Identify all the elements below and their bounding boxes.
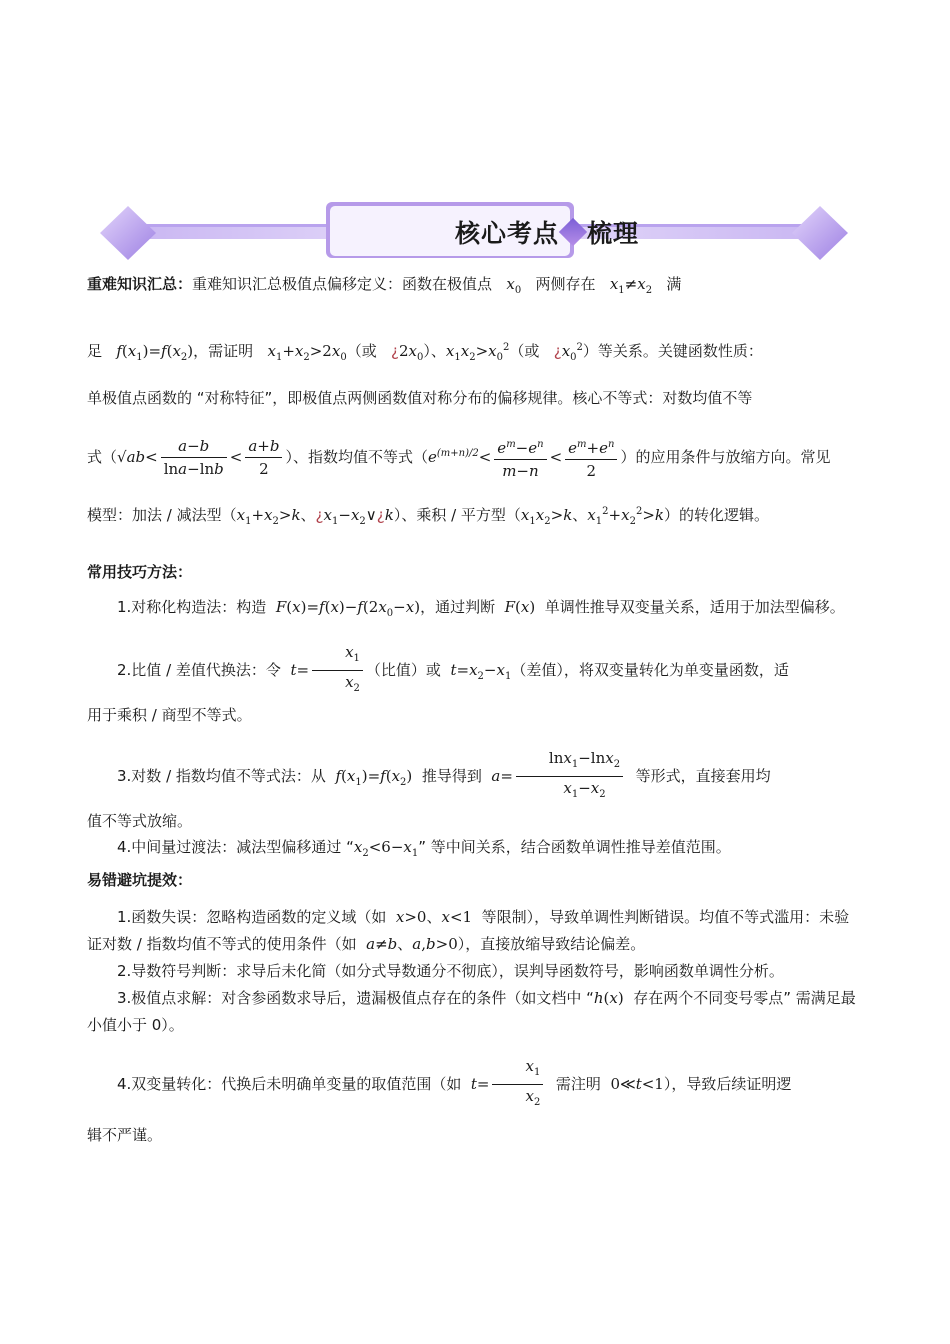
sec1-label: 重难知识汇总： (87, 275, 193, 293)
sec1-line5: 模型：加法 / 减法型（$x_1+x_2>k$、¿$x_1-x_2\vee¿k$）、乘积 / 平方型（$x_1x_2>k$、$x_1^2+x_2^2>k$）的转化逻辑。 (87, 506, 769, 527)
text: ）等关系。关键函数性质： (582, 342, 763, 360)
sec1-line3: 单极值点函数的 “对称特征”，即极值点两侧函数值对称分布的偏移规律。核心不等式：对数均值不等 (87, 389, 753, 407)
sec1-line1: 重难知识汇总：重难知识汇总极值点偏移定义：函数在极值点 $x_0$ 两侧存在 $x_1\ne x_2$ 满 (87, 275, 682, 296)
text: ，需证明 (193, 342, 254, 360)
document-body (87, 270, 864, 1149)
sec2-item3-cont: 值不等式放缩。 (87, 812, 193, 830)
text: （或 (346, 342, 377, 360)
banner-title (426, 210, 668, 254)
text: ）、指数均值不等式（ (285, 448, 428, 466)
text: ）、 (423, 342, 446, 360)
sec3-item2: 2.导数符号判断：求导后未化简（如分式导数通分不彻底），误判导函数符号，影响函数单调性分析。 (117, 962, 784, 980)
banner-title-right: 梳理 (587, 219, 640, 248)
text: （比值）或 (365, 661, 441, 679)
text: 4.中间量过渡法：减法型偏移通过 “ (117, 838, 354, 856)
text: 足 (87, 342, 103, 360)
text: 需注明 (555, 1075, 601, 1093)
sec2-item2: 2.比值 / 差值代换法：令 t= $\frac{x_1}{x_2}$ （比值）或 $t=x_2-x_1$（差值），将双变量转化为单变量函数，适 (87, 641, 864, 695)
text: 模型：加法 / 减法型（ (87, 506, 237, 524)
arith-mean-fraction: $\frac{a+b}{2}$ (245, 435, 282, 480)
section-banner (98, 200, 850, 266)
sec2-item4: 4.中间量过渡法：减法型偏移通过 “$x_2<6-x_1$” 等中间关系，结合函数单调性推导差值范围。 (117, 838, 731, 859)
diamond-icon (559, 218, 587, 246)
text: 等形式，直接套用均 (635, 767, 771, 785)
text: 重难知识汇总极值点偏移定义：函数在极值点 (192, 275, 493, 293)
sec1-line2: 足 $f(x_1)=f(x_2)$，需证明 $x_1+x_2>2x_0$（或 ¿$2x_0$）、$x_1x_2>x_0^2$（或 ¿$x_0^2$）等关系。关键函数性质： (87, 342, 763, 363)
sec3-item3: 3.极值点求解：对含参函数求导后，遗漏极值点存在的条件（如文档中 “h(x) 存在两个不同变号零点” 需满足最小值小于 0）。 (87, 989, 856, 1034)
sec3-item4: 4.双变量转化：代换后未明确单变量的取值范围（如 t= $\frac{x_1}{x_2}$ 需注明 0≪t<1），导致后续证明逻 (87, 1055, 864, 1109)
text: 满 (666, 275, 682, 293)
log-ratio-fraction: $\frac{\ln x_1-\ln x_2}{x_1-x_2}$ (516, 747, 623, 806)
banner-title-left: 核心考点 (454, 219, 559, 248)
sec2-item1: 1.对称化构造法：构造 $F(x)=f(x)-f(2x_0-x)$，通过判断 F(x) 单调性推导双变量关系，适用于加法型偏移。 (117, 598, 845, 619)
text: 1.函数失误：忽略构造函数的定义域（如 (117, 908, 387, 926)
text: ）的应用条件与放缩方向。常见 (620, 448, 831, 466)
text: 单调性推导双变量关系，适用于加法型偏移。 (544, 598, 845, 616)
text: （差值），将双变量转化为单变量函数，适 (511, 661, 789, 679)
sec3-item1: 1.函数失误：忽略构造函数的定义域（如 x>0、x<1 等限制），导致单调性判断错误。均值不等式滥用：未验证对数 / 指数均值不等式的使用条件（如 a≠b、a,b>0），直接放缩导致结论偏差。 (87, 908, 850, 953)
sec3-item4-cont: 辑不严谨。 (87, 1126, 163, 1144)
exp-mean-fraction: $\frac{e^m-e^n}{m-n}$ (494, 434, 546, 482)
text: 3.对数 / 指数均值不等式法：从 (117, 767, 326, 785)
sec2-item2-cont: 用于乘积 / 商型不等式。 (87, 706, 252, 724)
text: 式（ (87, 448, 118, 466)
sec1-line4: 式（√ab< $\frac{a-b}{\ln a-\ln b}$ < $\frac{a+b}{2}$ ）、指数均值不等式（$e^{(m+n)/2}<$ $\frac{e^m-e^n}{m-n}$ < $\frac{e^m+e^n}{2}$ ）的应用条件与放缩方向。常见 (87, 426, 864, 482)
text: 2.比值 / 差值代换法：令 (117, 661, 281, 679)
exp-arith-fraction: $\frac{e^m+e^n}{2}$ (565, 434, 617, 482)
text: ），导致后续证明逻 (663, 1075, 792, 1093)
text: ）、乘积 / 平方型（ (393, 506, 521, 524)
sec2-item3: 3.对数 / 指数均值不等式法：从 $f(x_1)=f(x_2)$ 推导得到 a= $\frac{\ln x_1-\ln x_2}{x_1-x_2}$ 等形式，直接套用均 (87, 747, 864, 801)
text: ）的转化逻辑。 (663, 506, 769, 524)
ratio-fraction-2: $\frac{x_1}{x_2}$ (492, 1055, 543, 1114)
ratio-fraction: $\frac{x_1}{x_2}$ (312, 641, 363, 700)
sec3-label: 易错避坑提效： (87, 871, 193, 889)
text: 存在两个不同变号零点” 需满足最小值小于 0）。 (87, 989, 856, 1034)
log-mean-fraction: $\frac{a-b}{\ln a-\ln b}$ (161, 435, 227, 480)
text: ），直接放缩导致结论偏差。 (457, 935, 646, 953)
text: 1.对称化构造法：构造 (117, 598, 267, 616)
text: 4.双变量转化：代换后未明确单变量的取值范围（如 (117, 1075, 462, 1093)
text: 两侧存在 (535, 275, 596, 293)
text: 推导得到 (421, 767, 482, 785)
text: 3.极值点求解：对含参函数求导后，遗漏极值点存在的条件（如文档中 “ (117, 989, 594, 1007)
text: （或 (509, 342, 540, 360)
text: ，通过判断 (420, 598, 496, 616)
text: ” 等中间关系，结合函数单调性推导差值范围。 (418, 838, 731, 856)
text: 等限制），导致单调性判断错误。均值不等式滥用：未验证对数 / 指数均值不等式的使用条件（如 (87, 908, 850, 953)
sec2-label: 常用技巧方法： (87, 563, 193, 581)
